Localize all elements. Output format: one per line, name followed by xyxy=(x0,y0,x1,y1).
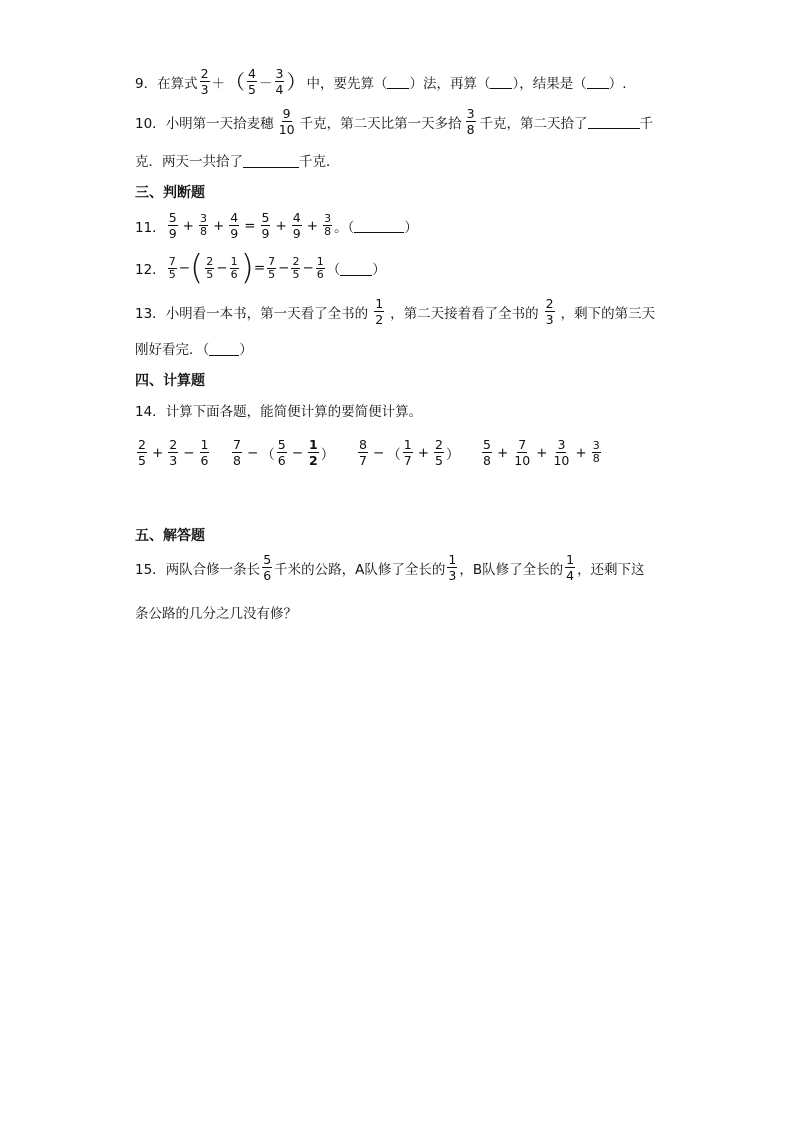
q9-fraction-3: $\frac{3}{4}$ xyxy=(275,66,284,97)
q13-text-3: ，剩下的第三天 xyxy=(560,305,656,322)
section-heading-5: 五、解答题 xyxy=(135,528,205,544)
q11-fraction-6: $\frac{3}{8}$ xyxy=(324,212,332,238)
expression-2 xyxy=(230,437,334,468)
q15-fraction-1: $\frac{5}{6}$ xyxy=(263,552,272,583)
minus-sign: − xyxy=(278,260,290,276)
right-paren: ） xyxy=(320,446,335,463)
plus-sign: + xyxy=(275,217,287,234)
minus-sign: − xyxy=(178,260,190,276)
left-paren: ( xyxy=(190,248,204,288)
q13-text-1: 小明看一本书，第一天看了全书的 xyxy=(165,305,369,322)
question-11 xyxy=(135,210,418,241)
answer-blank[interactable] xyxy=(588,114,640,129)
fraction: $\frac{3}{10}$ xyxy=(553,437,570,468)
plus-sign: + xyxy=(417,444,430,461)
plus-sign: + xyxy=(151,444,164,461)
section-heading-4: 四、计算题 xyxy=(135,373,205,389)
q12-fraction-2: $\frac{2}{5}$ xyxy=(206,254,214,281)
plus-sign: ＋ xyxy=(211,75,226,92)
answer-blank[interactable] xyxy=(354,218,404,233)
q11-fraction-4: $\frac{5}{9}$ xyxy=(261,210,270,241)
q15-number: 15． xyxy=(135,561,166,578)
right-paren: ) xyxy=(240,248,254,288)
q12-fraction-6: $\frac{1}{6}$ xyxy=(316,254,324,281)
section-heading-3: 三、判断题 xyxy=(135,185,205,201)
q12-fraction-4: $\frac{7}{5}$ xyxy=(268,254,276,281)
left-paren: （ xyxy=(387,446,401,463)
fraction: $\frac{1}{7}$ xyxy=(403,437,412,468)
fraction: $\frac{5}{6}$ xyxy=(277,437,286,468)
q15-text-2: 千米的公路，A队修了全长的 xyxy=(274,561,446,578)
fraction: $\frac{7}{10}$ xyxy=(514,437,531,468)
q11-fraction-1: $\frac{5}{9}$ xyxy=(168,210,177,241)
expression-3 xyxy=(356,437,459,468)
q15-text-4: ，还剩下这 xyxy=(577,561,645,578)
question-15-cont xyxy=(135,602,297,622)
fraction: $\frac{1}{2}$ xyxy=(309,437,318,468)
q10-text-2: 千克，第二天比第一天多拾 xyxy=(299,115,462,132)
left-paren: （ xyxy=(261,446,275,463)
minus-sign: − xyxy=(246,444,259,461)
q13-text-2: ，第二天接着看了全书的 xyxy=(390,305,539,322)
q11-fraction-2: $\frac{3}{8}$ xyxy=(199,212,207,238)
q12-open: （ xyxy=(326,262,341,278)
q9-fraction-2: $\frac{4}{5}$ xyxy=(248,66,256,97)
right-paren: ） xyxy=(286,69,307,94)
question-9 xyxy=(135,66,627,97)
expression-1 xyxy=(135,437,211,468)
question-15 xyxy=(135,552,645,583)
minus-sign: − xyxy=(291,444,304,461)
minus-sign: − xyxy=(216,260,228,276)
q10-text-1: 小明第一天拾麦穗 xyxy=(165,115,274,132)
left-paren: （ xyxy=(225,69,246,94)
plus-sign: + xyxy=(496,444,509,461)
q15-text-5: 条公路的几分之几没有修？ xyxy=(135,606,297,622)
q9-text-1: 在算式 xyxy=(157,75,198,92)
q15-fraction-3: $\frac{1}{4}$ xyxy=(566,552,575,583)
fraction: $\frac{8}{7}$ xyxy=(359,437,367,468)
answer-blank[interactable] xyxy=(243,153,299,168)
q9-number: 9． xyxy=(135,75,158,92)
question-10-cont xyxy=(135,150,340,170)
q11-close: ） xyxy=(404,219,418,236)
q12-close: ） xyxy=(372,262,386,278)
plus-sign: + xyxy=(182,217,194,234)
answer-blank[interactable] xyxy=(340,261,372,276)
q12-number: 12． xyxy=(135,262,166,278)
question-13-cont xyxy=(135,338,253,358)
q10-number: 10． xyxy=(135,115,166,132)
plus-sign: + xyxy=(306,217,319,234)
plus-sign: + xyxy=(575,444,587,461)
q9-text-5: ）. xyxy=(608,75,627,92)
q11-fraction-5: $\frac{4}{9}$ xyxy=(292,210,301,241)
q12-fraction-3: $\frac{1}{6}$ xyxy=(230,254,238,281)
q10-fraction-1: $\frac{9}{10}$ xyxy=(278,106,295,137)
fraction: $\frac{2}{5}$ xyxy=(435,437,443,468)
question-14 xyxy=(135,400,422,420)
q9-text-4: ），结果是（ xyxy=(512,75,587,92)
answer-blank[interactable] xyxy=(587,74,609,89)
q14-text: 计算下面各题，能简便计算的要简便计算。 xyxy=(165,404,423,420)
expression-4 xyxy=(480,437,603,468)
q9-fraction-1: $\frac{2}{3}$ xyxy=(200,66,209,97)
q10-text-4: 千 xyxy=(639,115,654,132)
minus-sign: − xyxy=(183,444,195,461)
q10-text-3: 千克，第二天拾了 xyxy=(479,115,588,132)
minus-sign: − xyxy=(372,444,385,461)
fraction: $\frac{1}{6}$ xyxy=(200,437,209,468)
q14-number: 14． xyxy=(135,404,166,420)
q10-text-5: 克．两天一共拾了 xyxy=(135,154,243,170)
answer-blank[interactable] xyxy=(387,74,409,89)
q13-text-4: 刚好看完．（ xyxy=(135,342,210,358)
q15-text-3: ，B队修了全长的 xyxy=(459,561,564,578)
equals-sign: = xyxy=(244,217,256,234)
answer-blank[interactable] xyxy=(490,74,512,89)
answer-blank[interactable] xyxy=(209,341,239,356)
q12-fraction-1: $\frac{7}{5}$ xyxy=(168,254,176,281)
plus-sign: + xyxy=(536,444,548,461)
q12-fraction-5: $\frac{2}{5}$ xyxy=(292,254,300,281)
q10-fraction-2: $\frac{3}{8}$ xyxy=(466,106,475,137)
q15-text-1: 两队合修一条长 xyxy=(165,561,261,578)
q9-text-3: ）法，再算（ xyxy=(409,75,491,92)
minus-sign: − xyxy=(302,260,314,276)
plus-sign: + xyxy=(212,217,225,234)
question-13 xyxy=(135,296,655,327)
q13-number: 13． xyxy=(135,305,166,322)
question-10 xyxy=(135,106,653,137)
q11-number: 11． xyxy=(135,219,166,236)
q9-text-2: 中，要先算（ xyxy=(306,75,388,92)
q11-open: 。（ xyxy=(334,219,355,236)
q13-fraction-1: $\frac{1}{2}$ xyxy=(375,296,384,327)
right-paren: ） xyxy=(445,446,460,463)
q11-fraction-3: $\frac{4}{9}$ xyxy=(230,210,239,241)
equals-sign: = xyxy=(253,260,266,276)
question-12 xyxy=(135,248,386,288)
fraction: $\frac{5}{8}$ xyxy=(483,437,491,468)
q15-fraction-2: $\frac{1}{3}$ xyxy=(448,552,457,583)
fraction: $\frac{7}{8}$ xyxy=(233,437,241,468)
q13-fraction-2: $\frac{2}{3}$ xyxy=(545,296,554,327)
fraction: $\frac{3}{8}$ xyxy=(592,439,600,465)
fraction: $\frac{2}{5}$ xyxy=(138,437,146,468)
minus-sign: － xyxy=(259,75,273,92)
fraction: $\frac{2}{3}$ xyxy=(169,437,178,468)
q13-text-5: ） xyxy=(239,342,253,358)
q10-text-6: 千克． xyxy=(299,154,340,170)
